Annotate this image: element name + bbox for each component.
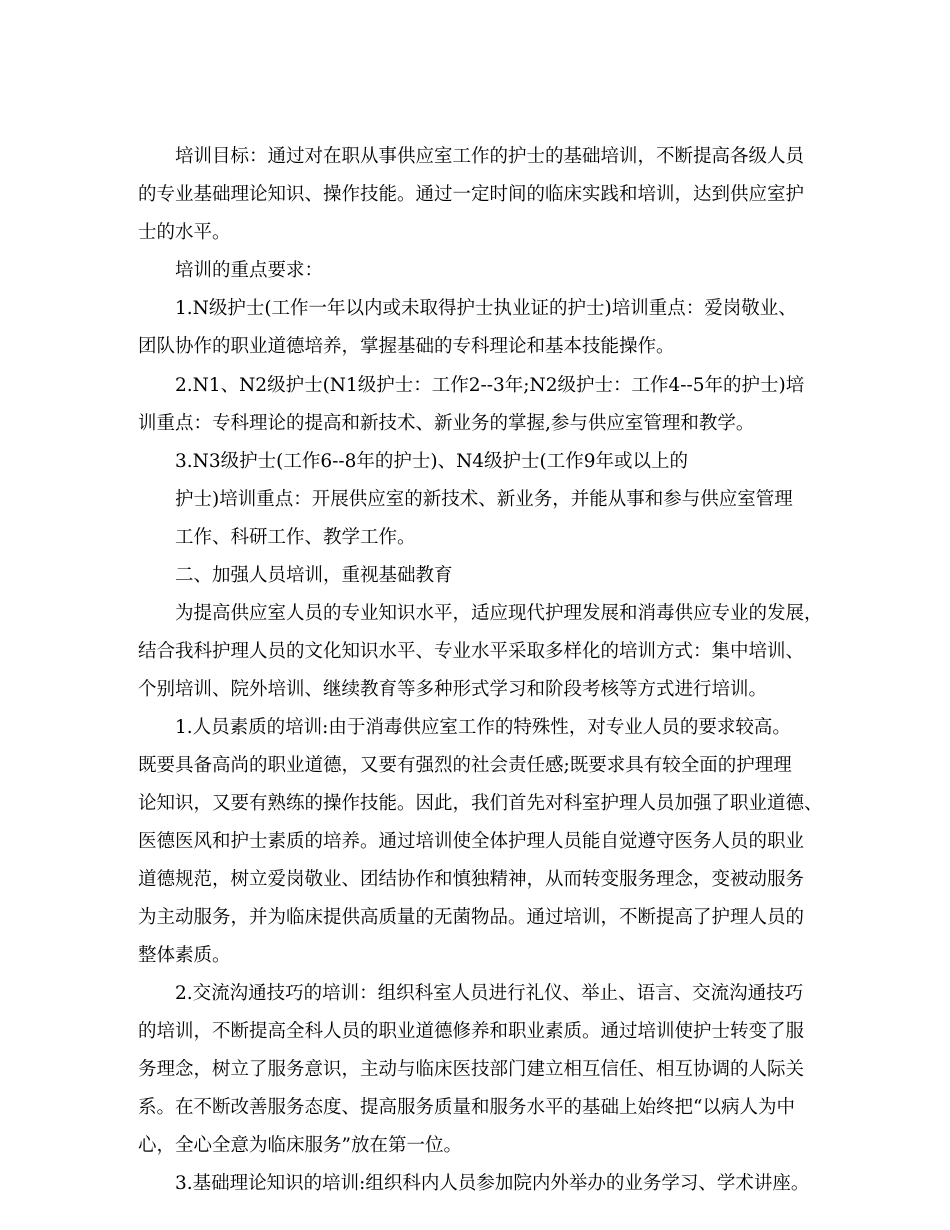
text-line: 工作、科研工作、教学工作。 bbox=[175, 527, 416, 548]
section-heading: 二、加强人员培训，重视基础教育 bbox=[175, 565, 453, 586]
text-line: 培训目标：通过对在职从事供应室工作的护士的基础培训，不断提高各级人员 bbox=[175, 146, 805, 167]
text-line: 护士)培训重点：开展供应室的新技术、新业务，并能从事和参与供应室管理 bbox=[175, 489, 793, 510]
text-line: 培训的重点要求： bbox=[175, 260, 324, 281]
text-line: 士的水平。 bbox=[138, 222, 231, 243]
text-line: 的培训，不断提高全科人员的职业道德修养和职业素质。通过培训使护士转变了服 bbox=[138, 1021, 805, 1042]
text-line: 论知识，又要有熟练的操作技能。因此，我们首先对科室护理人员加强了职业道德、 bbox=[138, 793, 823, 814]
text-line: 道德规范，树立爱岗敬业、团结协作和慎独精神，从而转变服务理念，变被动服务 bbox=[138, 869, 805, 890]
text-line: 团队协作的职业道德培养，掌握基础的专科理论和基本技能操作。 bbox=[138, 336, 675, 357]
text-line: 3.N3级护士(工作6--8年的护士)、N4级护士(工作9年或以上的 bbox=[175, 451, 689, 472]
text-line: 结合我科护理人员的文化知识水平、专业水平采取多样化的培训方式：集中培训、 bbox=[138, 641, 805, 662]
text-line: 既要具备高尚的职业道德，又要有强烈的社会责任感;既要求具有较全面的护理理 bbox=[138, 755, 792, 776]
text-line: 的专业基础理论知识、操作技能。通过一定时间的临床实践和培训，达到供应室护 bbox=[138, 184, 805, 205]
text-line: 心，全心全意为临床服务”放在第一位。 bbox=[138, 1135, 462, 1156]
text-line: 医德医风和护士素质的培养。通过培训使全体护理人员能自觉遵守医务人员的职业 bbox=[138, 831, 805, 852]
text-line: 训重点：专科理论的提高和新技术、新业务的掌握,参与供应室管理和教学。 bbox=[138, 413, 755, 434]
text-line: 1.人员素质的培训:由于消毒供应室工作的特殊性，对专业人员的要求较高。 bbox=[175, 717, 791, 738]
text-line: 3.基础理论知识的培训:组织科内人员参加院内外举办的业务学习、学术讲座。 bbox=[175, 1173, 810, 1194]
text-line: 系。在不断改善服务态度、提高服务质量和服务水平的基础上始终把“以病人为中 bbox=[138, 1097, 795, 1118]
text-line: 2.N1、N2级护士(N1级护士：工作2--3年;N2级护士：工作4--5年的护士)培 bbox=[175, 375, 805, 396]
text-line: 1.N级护士(工作一年以内或未取得护士执业证的护士)培训重点：爱岗敬业、 bbox=[175, 298, 797, 319]
text-line: 整体素质。 bbox=[138, 945, 231, 966]
text-line: 务理念，树立了服务意识，主动与临床医技部门建立相互信任、相互协调的人际关 bbox=[138, 1059, 805, 1080]
text-line: 个别培训、院外培训、继续教育等多种形式学习和阶段考核等方式进行培训。 bbox=[138, 679, 768, 700]
text-line: 为提高供应室人员的专业知识水平，适应现代护理发展和消毒供应专业的发展， bbox=[175, 603, 823, 624]
text-line: 为主动服务，并为临床提供高质量的无菌物品。通过培训，不断提高了护理人员的 bbox=[138, 907, 805, 928]
text-line: 2.交流沟通技巧的培训：组织科室人员进行礼仪、举止、语言、交流沟通技巧 bbox=[175, 983, 804, 1004]
